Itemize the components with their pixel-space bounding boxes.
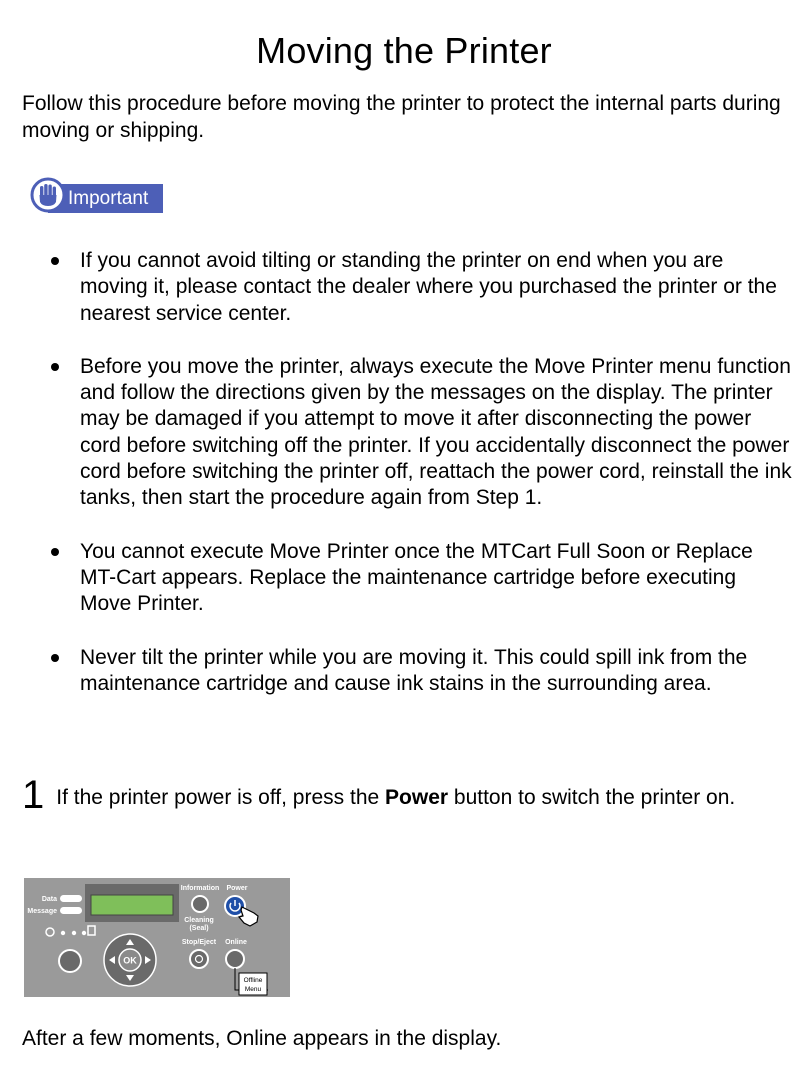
indicator-dot <box>61 931 65 935</box>
important-bullet-list <box>0 248 808 724</box>
menu-label: Menu <box>244 986 262 993</box>
stop-eject-button[interactable] <box>190 950 208 968</box>
page-title: Moving the Printer <box>256 30 552 71</box>
indicator-dot <box>82 931 86 935</box>
offline-label: Offline <box>243 977 263 984</box>
important-badge <box>30 177 163 215</box>
power-label: Power <box>226 885 248 892</box>
online-button[interactable] <box>226 950 244 968</box>
bullet-item <box>0 645 808 698</box>
bullet-dot <box>51 257 59 265</box>
data-label: Data <box>41 896 57 903</box>
cleaning-sub-label: (Seal) <box>189 925 209 932</box>
bullet-item <box>0 354 808 512</box>
raised-hand-icon <box>30 177 66 213</box>
step-power-keyword: Power <box>385 786 449 809</box>
paper-select-button[interactable] <box>59 950 81 972</box>
intro-paragraph: Follow this procedure before moving the printer to protect the internal parts during moving or shipping. <box>22 92 781 142</box>
bullet-text: If you cannot avoid tilting or standing the printer on end when you are moving it, please contact the dealer where you purchased the printer or the nearest service center. <box>80 249 777 325</box>
message-label: Message <box>27 908 57 915</box>
control-panel-illustration <box>24 878 290 997</box>
important-label: Important <box>48 184 163 213</box>
lcd-display <box>91 895 173 915</box>
bullet-dot <box>51 548 59 556</box>
bullet-dot <box>51 363 59 371</box>
indicator-dot <box>72 931 76 935</box>
message-lamp <box>60 907 82 914</box>
bullet-dot <box>51 654 59 662</box>
bullet-item <box>0 539 808 618</box>
step-text-after: button to switch the printer on. <box>448 786 736 809</box>
bullet-text: You cannot execute Move Printer once the MTCart Full Soon or Replace MT-Cart appears. Replace the maintenance cartridge before executing Move Printer. <box>80 539 753 616</box>
bullet-text: Never tilt the printer while you are moving it. This could spill ink from the maintenance cartridge and cause ink stains in the surrounding area. <box>80 645 748 695</box>
information-label: Information <box>180 885 220 892</box>
step-1 <box>22 775 792 815</box>
cleaning-label: Cleaning <box>184 917 214 924</box>
bullet-text: Before you move the printer, always execute the Move Printer menu function and follow the directions given by the messages on the display. The printer may be damaged if you attempt to move it after disconnecting the power cord before switching off the printer. If you accidentally disconnect the power cord before switching the printer off, reattach the power cord, reinstall the ink tanks, then start the procedure again from Step 1. <box>80 354 792 510</box>
step-number: 1 <box>22 773 45 817</box>
data-lamp <box>60 895 82 902</box>
stop-eject-label: Stop/Eject <box>181 939 217 946</box>
online-label: Online <box>225 939 247 946</box>
footer-note: After a few moments, Online appears in the display. <box>22 1027 502 1050</box>
information-button[interactable] <box>192 896 208 912</box>
step-text-before: If the printer power is off, press the <box>56 786 386 809</box>
ok-label: OK <box>123 955 137 966</box>
bullet-item <box>0 248 808 327</box>
